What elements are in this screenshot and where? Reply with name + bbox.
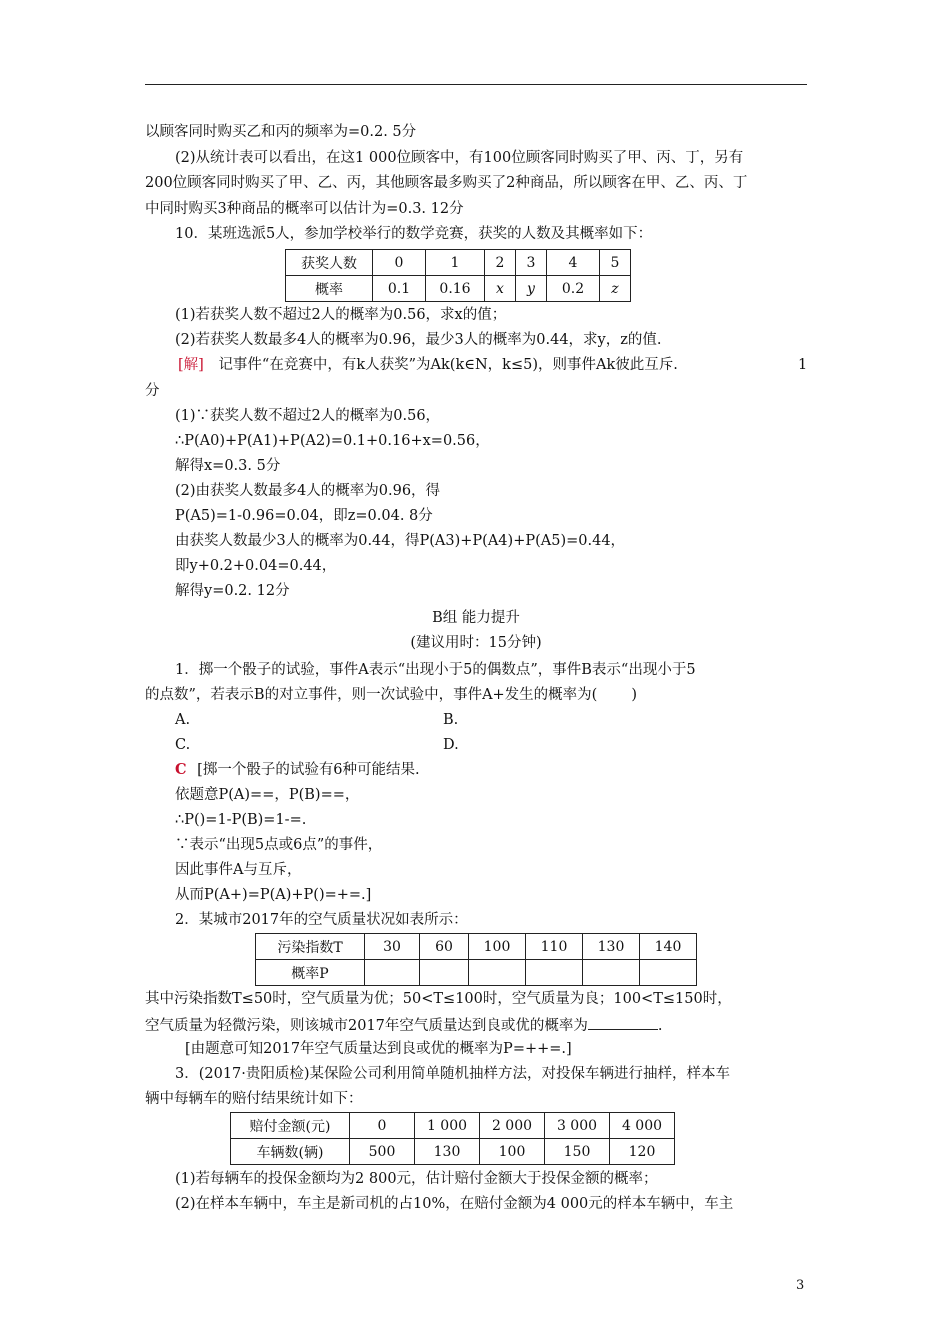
option-c: C. [175,737,191,753]
table-cell: 100 [469,934,526,960]
answer-line: [由题意可知2017年空气质量达到良或优的概率为P=++=.] [185,1041,572,1057]
table-row [256,960,697,986]
air-quality-table [255,933,697,986]
header-rule [145,84,807,85]
table-cell: 4 [547,250,600,276]
table-row [286,276,631,302]
question-1-stem: 1．掷一个骰子的试验，事件A表示“出现小于5的偶数点”，事件B表示“出现小于5 [175,662,696,678]
question-text: 空气质量为轻微污染，则该城市2017年空气质量达到良或优的概率为 [145,1018,588,1034]
text-line: 200位顾客同时购买了甲、乙、丙，其他顾客最多购买了2种商品，所以顾客在甲、乙、丙、丁 [145,175,748,191]
table-cell [640,960,697,986]
option-d: D. [443,737,459,753]
question-10-stem: 10．某班选派5人，参加学校举行的数学竞赛，获奖的人数及其概率如下： [175,226,653,242]
solution-line: (2)由获奖人数最多4人的概率为0.96，得 [175,483,441,499]
table-cell: y [516,276,547,302]
solution-tag: [解] [178,357,204,373]
table-cell: 0 [350,1113,415,1139]
table-cell [365,960,420,986]
solution-line: ∴P(A0)+P(A1)+P(A2)=0.1+0.16+x=0.56， [175,433,490,449]
table-row [286,250,631,276]
section-subtitle: (建议用时：15分钟) [410,635,542,651]
option-a: A. [175,712,191,728]
question-2-text: 其中污染指数T≤50时，空气质量为优；50<T≤100时，空气质量为良；100<T≤150时， [145,991,732,1007]
table-cell: 概率 [286,276,373,302]
table-cell: 0.2 [547,276,600,302]
table-row [256,934,697,960]
table-cell: 0.16 [426,276,485,302]
table-cell: 概率P [256,960,365,986]
question-part: (2)在样本车辆中，车主是新司机的占10%，在赔付金额为4 000元的样本车辆中，车主 [175,1196,734,1212]
table-cell [583,960,640,986]
question-2-stem: 2．某城市2017年的空气质量状况如表所示： [175,912,468,928]
table-cell: 100 [480,1139,545,1165]
table-row [231,1139,675,1165]
table-cell: 60 [420,934,469,960]
table-cell: 1 000 [415,1113,480,1139]
table-cell: 30 [365,934,420,960]
solution-line: 由获奖人数最少3人的概率为0.44，得P(A3)+P(A4)+P(A5)=0.44， [175,533,626,549]
solution-line: 解得y=0.2. 12分 [175,583,290,599]
section-title: B组 能力提升 [432,610,520,626]
solution-line: 解得x=0.3. 5分 [175,458,281,474]
table-cell: 5 [600,250,631,276]
claims-table [230,1112,675,1165]
question-paren: ) [631,687,638,703]
answer-blank [588,1015,658,1030]
table-cell: 110 [526,934,583,960]
solution-line: ∵表示“出现5点或6点”的事件， [175,837,383,853]
answer-letter: C [175,761,187,778]
table-cell: 2 000 [480,1113,545,1139]
table-cell: 0 [373,250,426,276]
solution-line: ∴P()=1-P(B)=1-=. [175,812,307,828]
table-cell: x [485,276,516,302]
text-line: 以顾客同时购买乙和丙的频率为=0.2. 5分 [145,124,417,140]
table-cell: 3 000 [545,1113,610,1139]
text-line: (2)从统计表可以看出，在这1 000位顾客中，有100位顾客同时购买了甲、丙、丁，另有 [175,150,744,166]
table-cell [469,960,526,986]
solution-line [178,356,678,374]
page-number: 3 [796,1278,805,1293]
table-cell: 赔付金额(元) [231,1113,350,1139]
question-part: (1)若获奖人数不超过2人的概率为0.56，求x的值； [175,307,507,323]
table-cell: 3 [516,250,547,276]
solution-line: P(A5)=1-0.96=0.04，即z=0.04. 8分 [175,508,433,524]
answer-line [175,761,420,779]
question-part: (2)若获奖人数最多4人的概率为0.96，最少3人的概率为0.44，求y，z的值. [175,332,662,348]
table-cell: 1 [426,250,485,276]
question-3-stem: 辆中每辆车的赔付结果统计如下： [145,1091,363,1107]
score-mark: 分 [145,383,160,399]
solution-text: 记事件“在竞赛中，有k人获奖”为Ak(k∈N，k≤5)，则事件Ak彼此互斥. [218,357,678,373]
table-cell: 2 [485,250,516,276]
text-line: 中同时购买3种商品的概率可以估计为=0.3. 12分 [145,201,464,217]
answer-text: [掷一个骰子的试验有6种可能结果. [197,762,420,778]
question-2-text [145,1015,663,1035]
table-cell: 车辆数(辆) [231,1139,350,1165]
question-1-stem [145,686,637,704]
table-cell: 污染指数T [256,934,365,960]
table-cell [526,960,583,986]
award-probability-table [285,249,631,302]
table-cell: 0.1 [373,276,426,302]
table-cell: z [600,276,631,302]
table-row [231,1113,675,1139]
table-cell: 150 [545,1139,610,1165]
solution-line: 即y+0.2+0.04=0.44， [175,558,337,574]
solution-line: 依题意P(A)==，P(B)==， [175,787,360,803]
table-cell: 500 [350,1139,415,1165]
question-text: 的点数”，若表示B的对立事件，则一次试验中，事件A+发生的概率为( [145,687,598,703]
solution-line: 从而P(A+)=P(A)+P()=+=.] [175,887,372,903]
solution-line: (1)∵获奖人数不超过2人的概率为0.56， [175,408,441,424]
table-cell: 130 [415,1139,480,1165]
table-cell: 获奖人数 [286,250,373,276]
question-part: (1)若每辆车的投保金额均为2 800元，估计赔付金额大于投保金额的概率； [175,1171,658,1187]
question-3-stem: 3．(2017·贵阳质检)某保险公司利用简单随机抽样方法，对投保车辆进行抽样，样本车 [175,1066,731,1082]
solution-line: 因此事件A与互斥， [175,862,302,878]
table-cell: 120 [610,1139,675,1165]
table-cell: 130 [583,934,640,960]
table-cell: 140 [640,934,697,960]
option-b: B. [443,712,459,728]
table-cell [420,960,469,986]
table-cell: 4 000 [610,1113,675,1139]
score-mark: 1 [798,357,808,373]
question-text-end: . [657,1018,663,1034]
